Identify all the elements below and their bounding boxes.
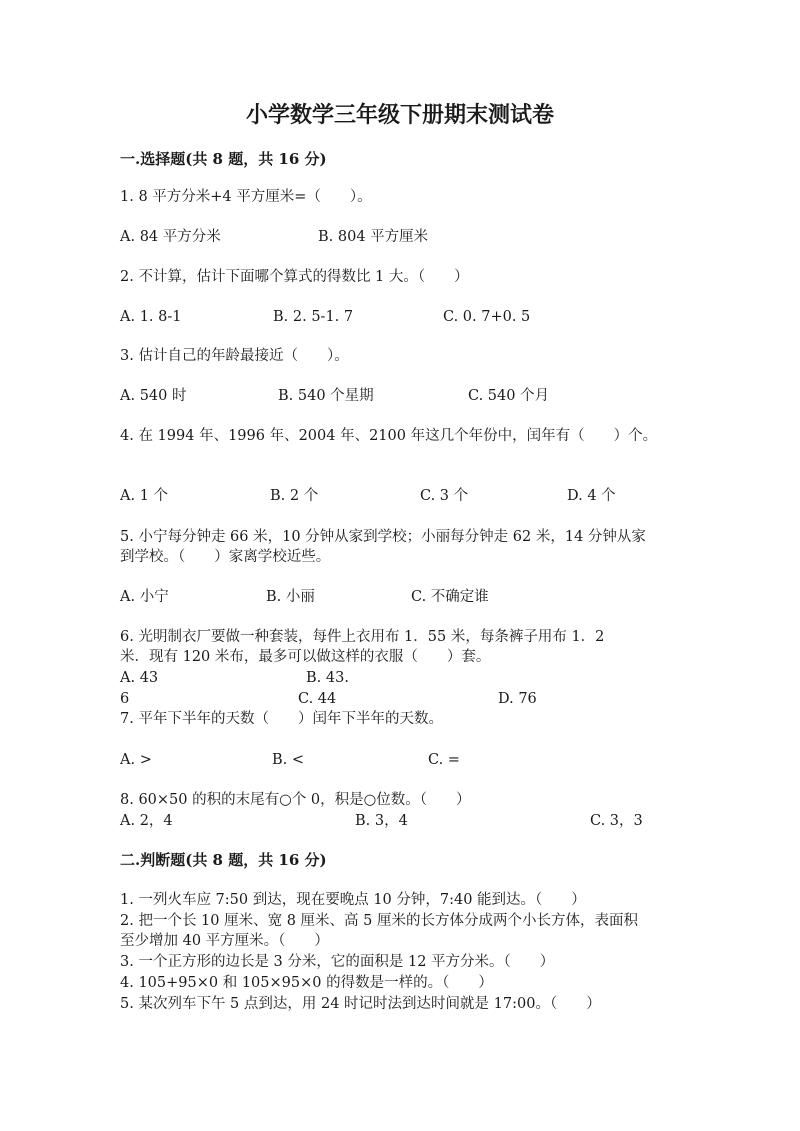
question-8-option-a: A. 2，4 (120, 813, 173, 829)
question-2-option-a: A. 1. 8-1 (120, 309, 182, 325)
section-heading-choice: 一.选择题(共 8 题，共 16 分) (120, 150, 327, 168)
section-heading-true-false: 二.判断题(共 8 题，共 16 分) (120, 851, 327, 869)
question-6-option-c: C. 44 (298, 691, 337, 707)
judge-item-3: 3. 一个正方形的边长是 3 分米，它的面积是 12 平方分米。（ ） (120, 954, 555, 970)
judge-item-4: 4. 105+95×0 和 105×95×0 的得数是一样的。（ ） (120, 975, 493, 991)
question-3-stem: 3. 估计自己的年龄最接近（ ）。 (120, 348, 349, 364)
question-1-option-a: A. 84 平方分米 (120, 229, 221, 245)
question-1-option-b: B. 804 平方厘米 (318, 229, 429, 245)
question-5-option-c: C. 不确定谁 (411, 589, 489, 605)
question-6-stem-line-2: 米．现有 120 米布，最多可以做这样的衣服（ ）套。 (120, 649, 491, 665)
judge-item-5: 5. 某次列车下午 5 点到达，用 24 时记时法到达时间就是 17:00。（ ） (120, 996, 601, 1012)
question-8-option-c: C. 3，3 (590, 813, 643, 829)
question-6-option-b: B. 43. (306, 670, 349, 686)
question-3-option-a: A. 540 时 (120, 388, 187, 404)
question-3-option-b: B. 540 个星期 (278, 388, 374, 404)
question-7-option-a: A. > (120, 752, 152, 768)
question-4-option-b: B. 2 个 (270, 488, 319, 504)
judge-item-2-line-1: 2. 把一个长 10 厘米、宽 8 厘米、高 5 厘米的长方体分成两个小长方体，表面积 (120, 913, 638, 929)
question-4-option-d: D. 4 个 (567, 488, 616, 504)
judge-item-2-line-2: 至少增加 40 平方厘米。（ ） (120, 933, 329, 949)
question-6-stem-line-1: 6. 光明制衣厂要做一种套装，每件上衣用布 1．55 米，每条裤子用布 1．2 (120, 629, 605, 645)
question-4-option-c: C. 3 个 (420, 488, 469, 504)
question-7-stem: 7. 平年下半年的天数（ ）闰年下半年的天数。 (120, 711, 443, 727)
question-5-stem-line-1: 5. 小宁每分钟走 66 米，10 分钟从家到学校；小丽每分钟走 62 米，14 分钟从家 (120, 529, 646, 545)
page-title: 小学数学三年级下册期末测试卷 (245, 102, 554, 128)
question-6-option-a: A. 43 (120, 670, 159, 686)
question-2-stem: 2. 不计算，估计下面哪个算式的得数比 1 大。（ ） (120, 269, 469, 285)
question-4-stem: 4. 在 1994 年、1996 年、2004 年、2100 年这几个年份中，闰年有（ ）个。 (120, 428, 658, 444)
question-5-stem-line-2: 到学校。（ ）家离学校近些。 (120, 549, 331, 565)
question-8-stem: 8. 60×50 的积的末尾有○个 0，积是○位数。（ ） (120, 792, 471, 808)
question-5-option-a: A. 小宁 (120, 589, 169, 605)
question-4-option-a: A. 1 个 (120, 488, 169, 504)
question-7-option-c: C. = (428, 752, 460, 768)
question-5-option-b: B. 小丽 (266, 589, 315, 605)
question-1-stem: 1. 8 平方分米+4 平方厘米=（ ）。 (120, 189, 372, 205)
question-3-option-c: C. 540 个月 (468, 388, 550, 404)
question-2-option-c: C. 0. 7+0. 5 (443, 309, 531, 325)
judge-item-1: 1. 一列火车应 7:50 到达，现在要晚点 10 分钟，7:40 能到达。（ ） (120, 892, 586, 908)
question-8-option-b: B. 3，4 (355, 813, 408, 829)
question-2-option-b: B. 2. 5-1. 7 (273, 309, 354, 325)
question-6-option-d: D. 76 (498, 691, 537, 707)
question-6-option-b-wrap: 6 (120, 691, 130, 707)
question-7-option-b: B. < (272, 752, 305, 768)
